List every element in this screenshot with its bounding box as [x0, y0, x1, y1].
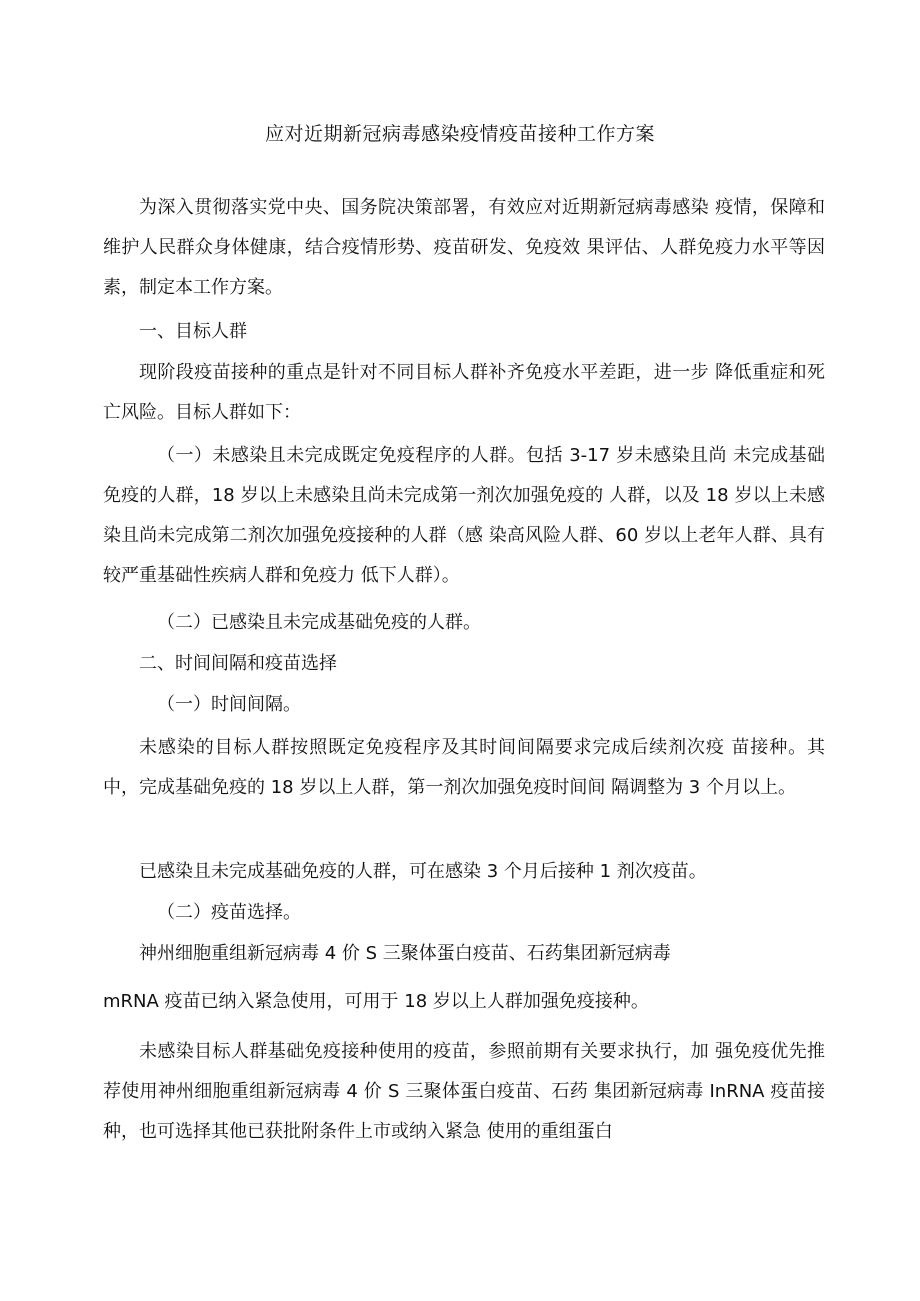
subsection-heading-vaccine-selection: （二）疫苗选择。	[157, 902, 301, 923]
interval-paragraph-2: 已感染且未完成基础免疫的人群，可在感染 3 个月后接种 1 剂次疫苗。	[139, 861, 707, 882]
interval-paragraph-1: 未感染的目标人群按照既定免疫程序及其时间间隔要求完成后续剂次疫 苗接种。其中，完成基础免疫的 18 岁以上人群，第一剂次加强免疫时间间 隔调整为 3 个月以上。	[103, 737, 825, 798]
vaccine-selection-line-1: 神州细胞重组新冠病毒 4 价 S 三聚体蛋白疫苗、石药集团新冠病毒	[139, 943, 671, 964]
section-heading-target-groups: 一、目标人群	[139, 321, 247, 342]
target-group-item-1: （一）未感染且未完成既定免疫程序的人群。包括 3-17 岁未感染且尚 未完成基础免疫的人群，18 岁以上未感染且尚未完成第一剂次加强免疫的 人群，以及 18 岁以上未感染且尚未完成第二剂次加强免疫接种的人群（感 染高风险人群、60 岁以上老年人群、具有较严重基础性疾病人群和免疫力 低下人群）。	[103, 445, 825, 586]
target-groups-paragraph: 现阶段疫苗接种的重点是针对不同目标人群补齐免疫水平差距，进一步 降低重症和死亡风险。目标人群如下：	[103, 362, 825, 423]
intro-paragraph: 为深入贯彻落实党中央、国务院决策部署，有效应对近期新冠病毒感染 疫情，保障和维护人民群众身体健康，结合疫情形势、疫苗研发、免疫效 果评估、人群免疫力水平等因素，制定本工作方案。	[103, 197, 825, 298]
target-group-item-2: （二）已感染且未完成基础免疫的人群。	[157, 612, 481, 633]
section-heading-interval-and-vaccine: 二、时间间隔和疫苗选择	[139, 653, 337, 674]
vaccine-selection-line-2: mRNA 疫苗已纳入紧急使用，可用于 18 岁以上人群加强免疫接种。	[103, 991, 649, 1012]
document-title: 应对近期新冠病毒感染疫情疫苗接种工作方案	[264, 123, 655, 145]
subsection-heading-interval: （一）时间间隔。	[157, 694, 301, 715]
vaccine-selection-paragraph: 未感染目标人群基础免疫接种使用的疫苗，参照前期有关要求执行，加 强免疫优先推荐使用神州细胞重组新冠病毒 4 价 S 三聚体蛋白疫苗、石药 集团新冠病毒 InRNA 疫苗接种，也可选择其他已获批附条件上市或纳入紧急 使用的重组蛋白	[103, 1041, 825, 1142]
